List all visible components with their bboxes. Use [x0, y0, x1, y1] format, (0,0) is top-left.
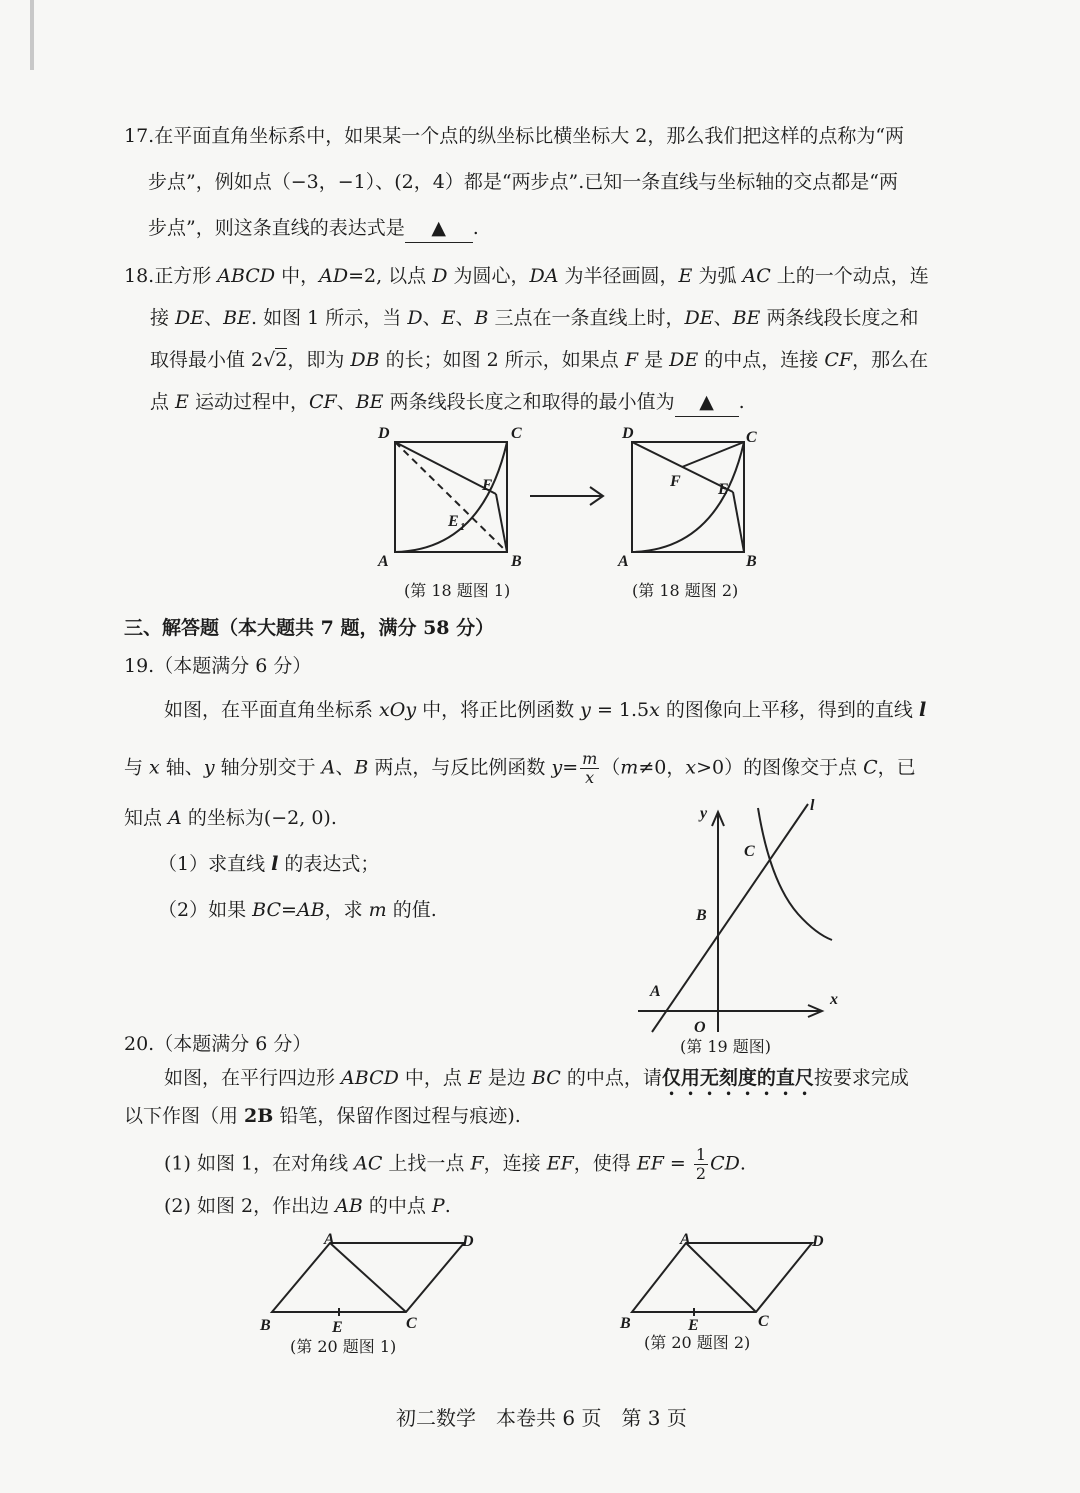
scan-edge	[30, 0, 34, 70]
svg-text:C: C	[758, 1313, 769, 1330]
q19-header: 19.（本题满分 6 分）	[124, 655, 312, 677]
svg-text:E: E	[448, 513, 459, 530]
svg-text:B: B	[260, 1317, 271, 1334]
q19-line-2: 与 x 轴、y 轴分别交于 A、B 两点，与反比例函数 y= $\frac{m}{x}$ （m≠0，x>0）的图像交于点 C，已	[124, 749, 916, 787]
svg-text:E: E	[482, 477, 493, 494]
svg-text:x: x	[830, 991, 838, 1008]
section-3-title: 三、解答题（本大题共 7 题，满分 58 分）	[124, 617, 495, 639]
q20-line-2: 以下作图（用 2B 铅笔，保留作图过程与痕迹).	[124, 1105, 521, 1127]
q19-line-3: 知点 A 的坐标为(−2, 0).	[124, 807, 337, 829]
q18-figure-1-caption: (第 18 题图 1)	[404, 581, 511, 600]
svg-text:y: y	[700, 805, 708, 822]
svg-text:B: B	[620, 1315, 631, 1332]
svg-text:E: E	[718, 481, 729, 498]
svg-text:A: A	[618, 553, 629, 570]
svg-text:A: A	[680, 1231, 691, 1248]
q20-figure-1-caption: (第 20 题图 1)	[290, 1337, 397, 1356]
q19-fraction: $\frac{m}{x}$	[582, 749, 598, 787]
svg-text:E: E	[688, 1317, 699, 1334]
q18-answer-blank: ▲	[675, 388, 739, 417]
q20-line-1: 如图，在平行四边形 ABCD 中，点 E 是边 BC 的中点，请仅用无刻度的直尺按要求完成	[164, 1067, 909, 1089]
svg-text:C: C	[746, 429, 757, 446]
q20-sub-1: (1) 如图 1，在对角线 AC 上找一点 F，连接 EF，使得 EF = $\frac{1}{2}$ CD.	[164, 1145, 746, 1183]
q20-header: 20.（本题满分 6 分）	[124, 1033, 312, 1055]
q18-line-4: 点 E 运动过程中，CF、BE 两条线段长度之和取得的最小值为 ▲ .	[150, 388, 745, 417]
svg-text:A: A	[378, 553, 389, 570]
svg-text:A: A	[324, 1231, 335, 1248]
svg-text:C: C	[406, 1315, 417, 1332]
svg-text:C: C	[511, 425, 522, 442]
svg-text:l: l	[810, 797, 815, 814]
svg-text:E: E	[332, 1319, 343, 1336]
q19-sub-2: （2）如果 BC=AB，求 m 的值.	[158, 899, 437, 921]
q20-figure-2	[614, 1228, 844, 1338]
q20-fraction: $\frac{1}{2}$	[695, 1145, 707, 1183]
q19-sub-1: （1）求直线 l 的表达式；	[158, 853, 380, 875]
q19-figure-caption: (第 19 题图)	[680, 1037, 772, 1056]
svg-text:A: A	[650, 983, 661, 1000]
q17-line-3: 步点”，则这条直线的表达式是 ▲ .	[148, 214, 479, 243]
arrow-right	[528, 484, 608, 508]
q19-line-1: 如图，在平面直角坐标系 xOy 中，将正比例函数 y = 1.5x 的图像向上平移，得到的直线 l	[164, 699, 927, 721]
q18-line-2: 接 DE、BE. 如图 1 所示，当 D、E、B 三点在一条直线上时，DE、BE 两条线段长度之和	[150, 307, 919, 329]
svg-text:D: D	[462, 1233, 474, 1250]
svg-text:B: B	[746, 553, 757, 570]
svg-text:B: B	[696, 907, 707, 924]
q17-answer-blank: ▲	[405, 214, 473, 243]
svg-text:D: D	[622, 425, 634, 442]
q18-line-3: 取得最小值 2√2，即为 DB 的长；如图 2 所示，如果点 F 是 DE 的中点，连接 CF，那么在	[150, 349, 929, 371]
q18-figure-1	[370, 422, 530, 574]
svg-text:O: O	[694, 1019, 706, 1036]
svg-text:D: D	[812, 1233, 824, 1250]
q17-line-2: 步点”，例如点（−3，−1）、(2，4）都是“两步点”.已知一条直线与坐标轴的交点都是“两	[148, 171, 899, 193]
q20-sub-2: (2) 如图 2，作出边 AB 的中点 P.	[164, 1195, 451, 1217]
svg-text:1: 1	[460, 522, 465, 533]
q19-figure	[630, 792, 860, 1042]
page-footer: 初二数学 本卷共 6 页 第 3 页	[396, 1406, 687, 1430]
svg-text:B: B	[511, 553, 522, 570]
svg-text:F: F	[670, 473, 681, 490]
q17-line-1: 17.在平面直角坐标系中，如果某一个点的纵坐标比横坐标大 2，那么我们把这样的点称为“两	[124, 125, 905, 147]
q18-figure-2-caption: (第 18 题图 2)	[632, 581, 739, 600]
q18-figure-2	[606, 422, 766, 574]
q18-line-1: 18.正方形 ABCD 中，AD=2, 以点 D 为圆心，DA 为半径画圆，E 为弧 AC 上的一个动点，连	[124, 265, 929, 287]
svg-text:C: C	[744, 843, 755, 860]
q20-figure-2-caption: (第 20 题图 2)	[644, 1333, 751, 1352]
q20-figure-1	[256, 1228, 486, 1338]
svg-text:D: D	[378, 425, 390, 442]
